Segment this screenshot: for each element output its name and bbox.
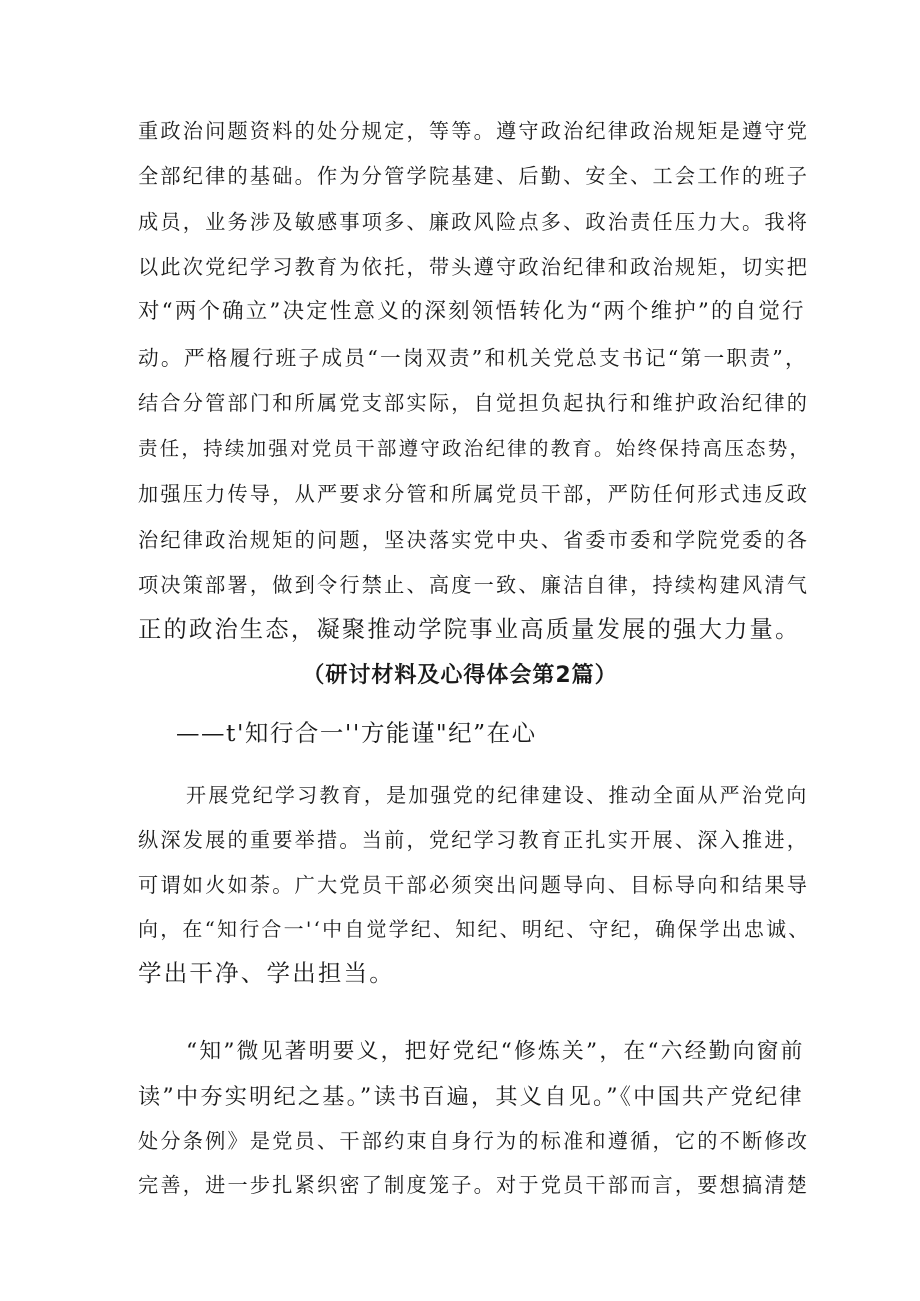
body-line: 开展党纪学习教育，是加强党的纪律建设、推动全面从严治党向: [186, 783, 809, 807]
body-line: 纵深发展的重要举措。当前，党纪学习教育正扎实开展、深入推进，: [138, 828, 810, 852]
body-line: 加强压力传导，从严要求分管和所属党员干部，严防任何形式违反政: [138, 482, 810, 506]
body-line: 对“两个确立”决定性意义的深刻领悟转化为“两个维护”的自觉行: [138, 299, 806, 324]
body-line: “知”微见著明要义，把好党纪“修炼关”，在“六经勤向窗前: [186, 1039, 805, 1064]
body-line: 学出干净、学出担当。: [138, 959, 395, 987]
body-line: 结合分管部门和所属党支部实际，自觉担负起执行和维护政治纪律的: [138, 391, 810, 415]
body-line: 向，在“知行合一'‘中自觉学纪、知纪、明纪、守纪，确保学出忠诚、: [138, 917, 811, 941]
body-line: 全部纪律的基础。作为分管学院基建、后勤、安全、工会工作的班子: [138, 164, 810, 188]
body-line: 项决策部署，做到令行禁止、高度一致、廉洁自律，持续构建风清气: [138, 573, 810, 597]
body-line: 责任，持续加强对党员干部遵守政治纪律的教育。始终保持高压态势，: [138, 437, 812, 460]
body-line: 动。严格履行班子成员“一岗双责”和机关党总支书记“第一职责”，: [138, 346, 808, 370]
body-line: 成员，业务涉及敏感事项多、廉政风险点多、政治责任压力大。我将: [138, 210, 810, 234]
section-subtitle: ——t'知行合一''方能谨"纪”在心: [176, 719, 537, 747]
body-line: 可谓如火如荼。广大党员干部必须突出问题导向、目标导向和结果导: [138, 873, 810, 897]
body-line: 重政治问题资料的处分规定，等等。遵守政治纪律政治规矩是遵守党: [138, 119, 810, 143]
body-line: 读”中夯实明纪之基。”读书百遍，其义自见。”《中国共产党纪律: [138, 1084, 804, 1110]
body-line: 处分条例》是党员、干部约束自身行为的标准和遵循，它的不断修改: [138, 1129, 810, 1153]
body-line: 治纪律政治规矩的问题，坚决落实党中央、省委市委和学院党委的各: [138, 528, 810, 552]
section-heading: （研讨材料及心得体会第2篇）: [302, 663, 618, 688]
body-line: 以此次党纪学习教育为依托，带头遵守政治纪律和政治规矩，切实把: [138, 255, 810, 279]
body-line: 正的政治生态，凝聚推动学院事业高质量发展的强大力量。: [138, 616, 801, 643]
body-line: 完善，进一步扎紧织密了制度笼子。对于党员干部而言，要想搞清楚: [138, 1173, 810, 1197]
